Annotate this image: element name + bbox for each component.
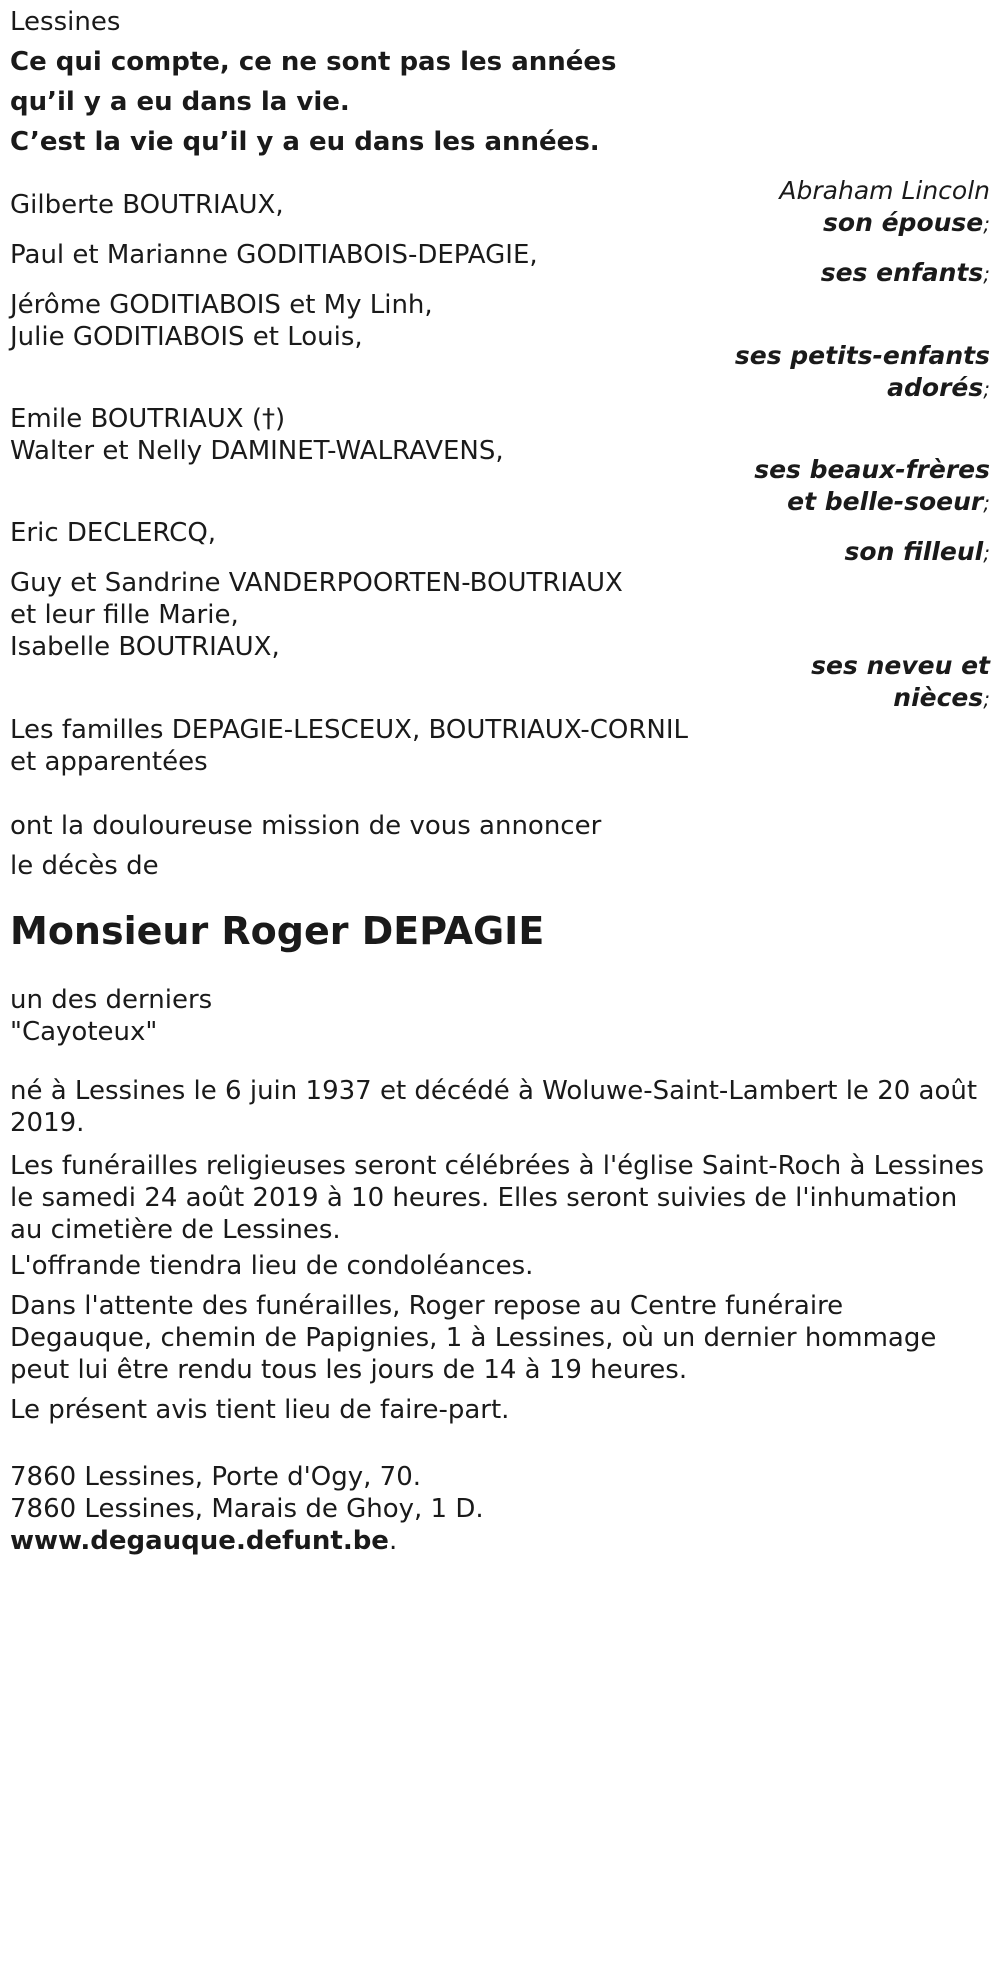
funeral-text: Les funérailles religieuses seront célébrées à l'église Saint-Roch à Lessines le samedi 24 août 2019 à 10 heures. Elles seront suivies de l'inhumation au cimetière de Lessines.: [10, 1151, 985, 1245]
visitation-text: Dans l'attente des funérailles, Roger repose au Centre funéraire Degauque, chemin de Papignies, 1 à Lessines, où un dernier hommage peut lui être rendu tous les jours de 14 à 19 heures.: [10, 1291, 937, 1385]
quote-author: Abraham Lincoln: [779, 176, 990, 205]
address-1: 7860 Lessines, Porte d'Ogy, 70.: [10, 1462, 422, 1492]
website-line: www.degauque.defunt.be.: [10, 1526, 398, 1556]
nickname-line-2: "Cayoteux": [10, 1017, 158, 1047]
birth-death-text: né à Lessines le 6 juin 1937 et décédé à Woluwe-Saint-Lambert le 20 août 2019.: [10, 1076, 978, 1138]
inlaw-1: Emile BOUTRIAUX (†): [10, 404, 286, 434]
families-line-1: Les familles DEPAGIE-LESCEUX, BOUTRIAUX-CORNIL: [10, 715, 689, 745]
website-link[interactable]: www.degauque.defunt.be: [10, 1526, 389, 1556]
nickname-line-1: un des derniers: [10, 985, 213, 1015]
nephew-3: Isabelle BOUTRIAUX,: [10, 632, 280, 662]
families-line-2: et apparentées: [10, 747, 208, 777]
spouse-role: son épouse;: [823, 208, 990, 237]
announcement-line-2: le décès de: [10, 851, 159, 881]
quote-line-1: Ce qui compte, ce ne sont pas les années: [10, 47, 617, 77]
grandchild-1: Jérôme GODITIABOIS et My Linh,: [10, 290, 433, 320]
place-heading: Lessines: [10, 7, 121, 37]
inlaws-role-1: ses beaux-frères: [754, 455, 990, 484]
grandchildren-role-2: adorés;: [887, 373, 990, 402]
offering-text: L'offrande tiendra lieu de condoléances.: [10, 1251, 534, 1281]
inlaw-2: Walter et Nelly DAMINET-WALRAVENS,: [10, 436, 504, 466]
nephew-1: Guy et Sandrine VANDERPOORTEN-BOUTRIAUX: [10, 568, 623, 598]
inlaws-role-2: et belle-soeur;: [787, 487, 990, 516]
godson-name: Eric DECLERCQ,: [10, 518, 217, 548]
children-names: Paul et Marianne GODITIABOIS-DEPAGIE,: [10, 240, 538, 270]
quote-line-3: C’est la vie qu’il y a eu dans les années.: [10, 127, 600, 157]
children-role: ses enfants;: [820, 258, 990, 287]
godson-role: son filleul;: [844, 537, 990, 566]
spouse-name: Gilberte BOUTRIAUX,: [10, 190, 284, 220]
quote-line-2: qu’il y a eu dans la vie.: [10, 87, 350, 117]
nephews-role-2: nièces;: [893, 683, 990, 712]
grandchild-2: Julie GODITIABOIS et Louis,: [10, 322, 363, 352]
deceased-name: Monsieur Roger DEPAGIE: [10, 909, 545, 953]
announcement-line-1: ont la douloureuse mission de vous annoncer: [10, 811, 602, 841]
nephew-2: et leur fille Marie,: [10, 600, 239, 630]
nephews-role-1: ses neveu et: [811, 651, 990, 680]
notice-text: Le présent avis tient lieu de faire-part.: [10, 1395, 510, 1425]
grandchildren-role-1: ses petits-enfants: [734, 341, 990, 370]
address-2: 7860 Lessines, Marais de Ghoy, 1 D.: [10, 1494, 484, 1524]
